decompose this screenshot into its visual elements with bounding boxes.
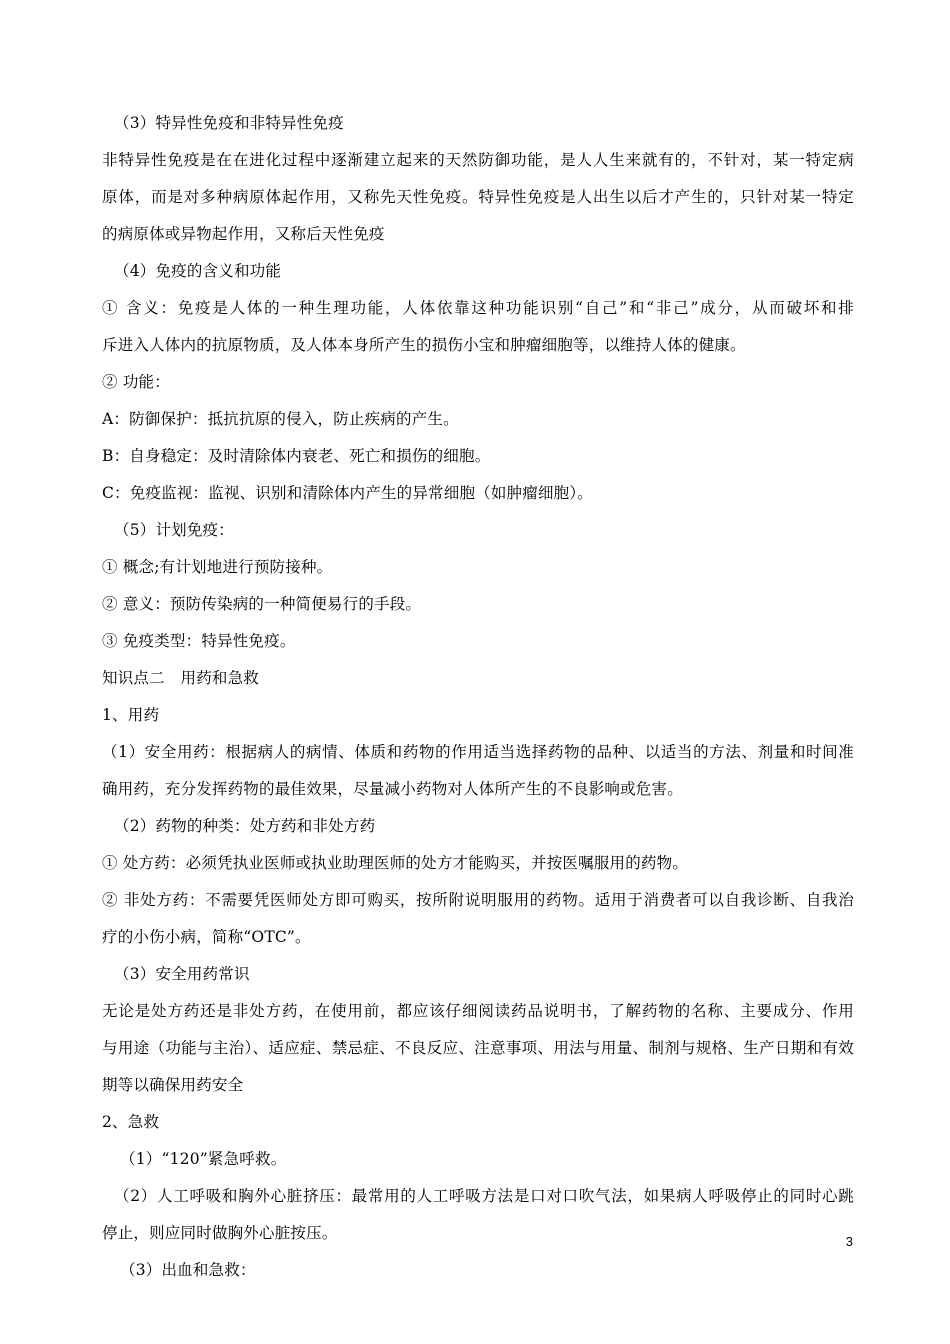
list-item: ② 意义：预防传染病的一种简便易行的手段。 bbox=[102, 595, 422, 613]
list-item: （2）人工呼吸和胸外心脏挤压：最常用的人工呼吸方法是口对口吹气法，如果病人呼吸停止的同时心跳 bbox=[114, 1187, 854, 1205]
subsection-heading: 1、用药 bbox=[102, 706, 160, 724]
paragraph-line: 期等以确保用药安全 bbox=[102, 1076, 244, 1094]
paragraph-line: ① 含义：免疫是人体的一种生理功能，人体依靠这种功能识别“自己”和“非己”成分，从而破坏和排 bbox=[102, 299, 854, 317]
paragraph-line: （1）安全用药：根据病人的病情、体质和药物的作用适当选择药物的品种、以适当的方法、剂量和时间准 bbox=[102, 743, 854, 761]
heading-immunity-meaning: （4）免疫的含义和功能 bbox=[114, 262, 282, 280]
paragraph-line: 非特异性免疫是在在进化过程中逐渐建立起来的天然防御功能，是人人生来就有的，不针对，某一特定病 bbox=[102, 151, 854, 169]
list-item: ① 处方药：必须凭执业医师或执业助理医师的处方才能购买，并按医嘱服用的药物。 bbox=[102, 854, 689, 872]
page-number: 3 bbox=[845, 1234, 853, 1249]
heading-drug-types: （2）药物的种类：处方药和非处方药 bbox=[114, 817, 376, 835]
paragraph-line: 与用途（功能与主治）、适应症、禁忌症、不良反应、注意事项、用法与用量、制剂与规格、生产日期和有效 bbox=[102, 1039, 854, 1057]
list-item: （1）“120”紧急呼救。 bbox=[120, 1150, 287, 1168]
list-item: ② 功能： bbox=[102, 373, 170, 391]
paragraph-line: 停止，则应同时做胸外心脏按压。 bbox=[102, 1224, 338, 1242]
heading-safe-medication: （3）安全用药常识 bbox=[114, 965, 250, 983]
paragraph-line: 斥进入人体内的抗原物质，及人体本身所产生的损伤小宝和肿瘤细胞等，以维持人体的健康。 bbox=[102, 336, 746, 354]
paragraph-line: 疗的小伤小病，简称“OTC”。 bbox=[102, 928, 311, 946]
subsection-heading: 2、急救 bbox=[102, 1113, 160, 1131]
paragraph-line: 原体，而是对多种病原体起作用，又称先天性免疫。特异性免疫是人出生以后才产生的，只针对某一特定 bbox=[102, 188, 854, 206]
list-item: ① 概念;有计划地进行预防接种。 bbox=[102, 558, 333, 576]
paragraph-line: 的病原体或异物起作用，又称后天性免疫 bbox=[102, 225, 385, 243]
list-item: （3）出血和急救： bbox=[120, 1261, 256, 1279]
list-item: B：自身稳定：及时清除体内衰老、死亡和损伤的细胞。 bbox=[102, 447, 491, 465]
list-item: C：免疫监视：监视、识别和清除体内产生的异常细胞（如肿瘤细胞）。 bbox=[102, 484, 594, 502]
paragraph-line: 确用药，充分发挥药物的最佳效果，尽量减小药物对人体所产生的不良影响或危害。 bbox=[102, 780, 683, 798]
list-item: ③ 免疫类型：特异性免疫。 bbox=[102, 632, 296, 650]
heading-planned-immunity: （5）计划免疫： bbox=[114, 521, 234, 539]
list-item: ② 非处方药：不需要凭医师处方即可购买，按所附说明服用的药物。适用于消费者可以自我诊断、自我治 bbox=[102, 891, 854, 909]
heading-specific-immunity: （3）特异性免疫和非特异性免疫 bbox=[114, 114, 344, 132]
document-body bbox=[102, 105, 854, 1289]
paragraph-line: 无论是处方药还是非处方药，在使用前，都应该仔细阅读药品说明书，了解药物的名称、主要成分、作用 bbox=[102, 1002, 854, 1020]
list-item: A：防御保护：抵抗抗原的侵入，防止疾病的产生。 bbox=[102, 410, 459, 428]
section-heading: 知识点二 用药和急救 bbox=[102, 669, 260, 687]
